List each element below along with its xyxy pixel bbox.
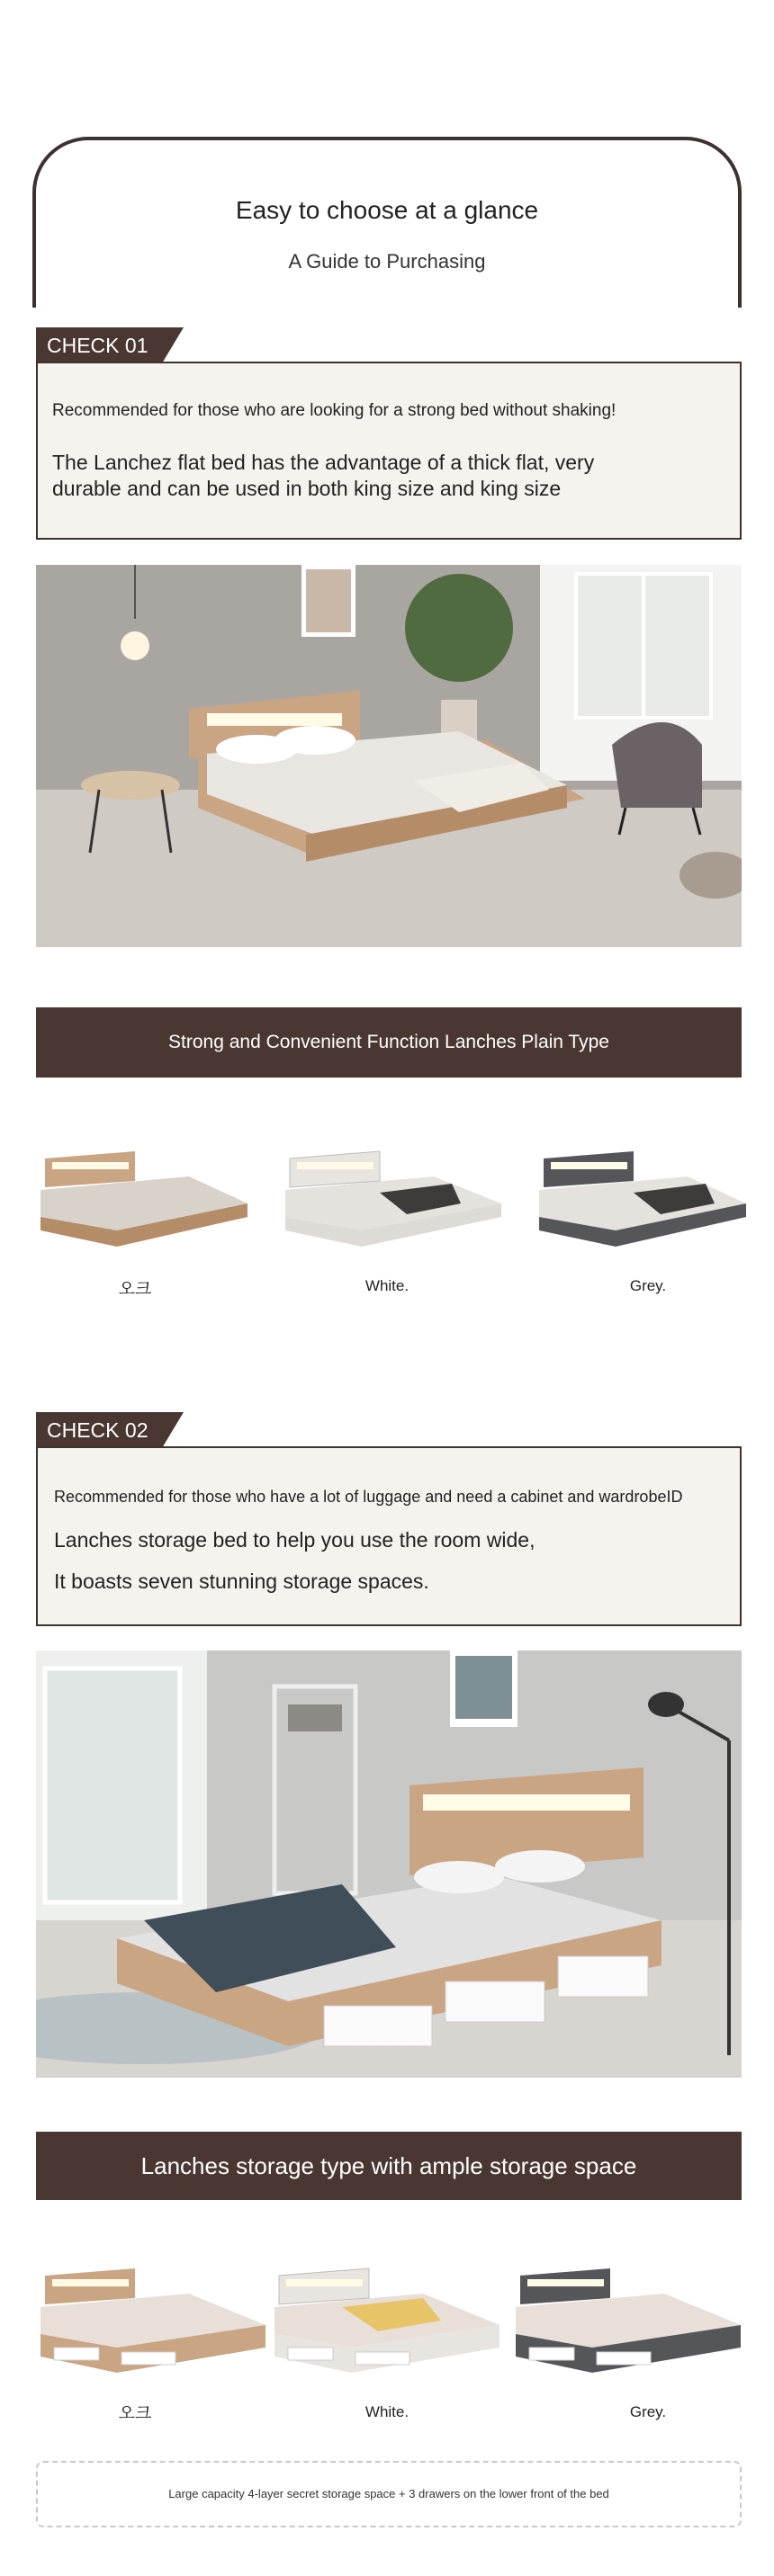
bedroom-illustration	[36, 565, 742, 947]
check-01-line3: durable and can be used in both king size and king size	[52, 477, 562, 500]
page-subtitle: A Guide to Purchasing	[288, 250, 486, 273]
storage-note-text: Large capacity 4-layer secret storage space + 3 drawers on the lower front of the bed	[168, 2487, 609, 2500]
storage-note	[36, 2461, 742, 2527]
variant-white-caption: White.	[364, 1277, 410, 1294]
check-02-line3: It boasts seven stunning storage spaces.	[54, 1570, 429, 1593]
check-02-box	[36, 1446, 742, 1626]
variant-white-storage-image	[270, 2258, 504, 2375]
check-02-line2: Lanches storage bed to help you use the room wide,	[54, 1528, 536, 1552]
bedroom-photo-flat-bed	[36, 565, 742, 947]
variant-grey-storage-caption: Grey.	[629, 2403, 667, 2420]
check-02-line1: Recommended for those who have a lot of luggage and need a cabinet and wardrobeID	[54, 1488, 683, 1506]
page-title: Easy to choose at a glance	[235, 196, 539, 224]
check-01-line2: The Lanchez flat bed has the advantage of a thick flat, very	[52, 451, 595, 474]
variant-grey-caption: Grey.	[629, 1277, 667, 1294]
variant-grey-storage-image	[511, 2258, 745, 2375]
storage-bedroom-illustration	[36, 1650, 742, 2078]
check-01-line1: Recommended for those who are looking for a strong bed without shaking!	[52, 401, 616, 420]
variant-grey-flat-image	[535, 1140, 760, 1248]
variant-oak-storage-image	[36, 2258, 270, 2375]
variant-white-storage-caption: White.	[364, 2403, 410, 2420]
check-01-tag: CHECK 01	[36, 327, 162, 363]
band-plain-type: Strong and Convenient Function Lanches Plain Type	[36, 1007, 742, 1078]
variant-oak-storage-caption: 오크	[118, 2404, 152, 2423]
band-storage-type: Lanches storage type with ample storage space	[36, 2132, 742, 2200]
bedroom-photo-storage-bed	[36, 1650, 742, 2078]
variant-oak-flat-image	[36, 1140, 252, 1248]
variant-white-flat-image	[281, 1140, 506, 1248]
check-01-box	[36, 362, 742, 540]
variant-oak-caption: 오크	[118, 1280, 152, 1299]
check-02-tag: CHECK 02	[36, 1412, 162, 1448]
